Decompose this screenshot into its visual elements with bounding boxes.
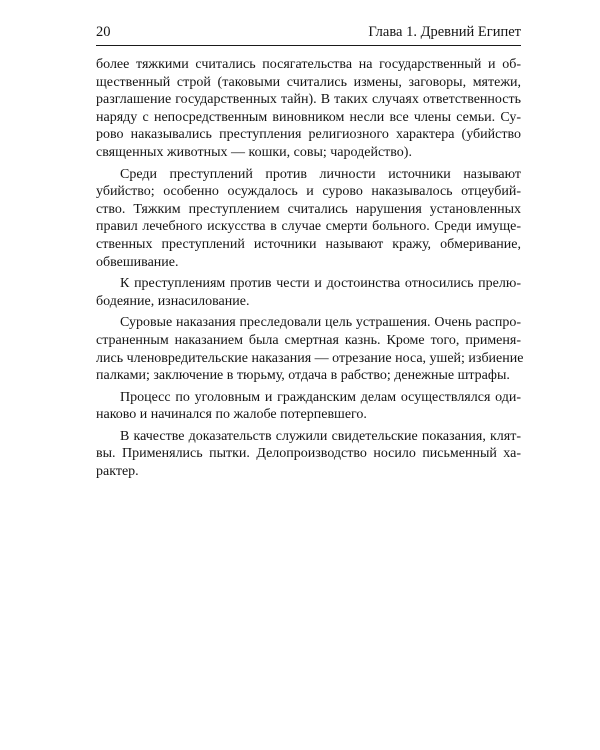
page-header <box>96 21 521 43</box>
paragraph <box>96 166 521 272</box>
text-line: священных животных — кошки, совы; чародейство). <box>96 144 412 160</box>
header-rule <box>96 45 521 46</box>
text-line: К преступлениям против чести и достоинства относились прелю- <box>120 276 521 292</box>
text-line: страненным наказанием была смертная казнь. Кроме того, применя- <box>96 332 521 348</box>
text-line: лись членовредительские наказания — отрезание носа, ушей; избиение <box>96 350 524 366</box>
body-text <box>96 56 524 485</box>
text-line: ственных преступлений источники называют кражу, обмеривание, <box>96 236 521 252</box>
text-line: Процесс по уголовным и гражданским делам осуществлялся оди- <box>120 389 521 405</box>
page-number: 20 <box>96 24 111 40</box>
text-line: ство. Тяжким преступлением считались нарушения установленных <box>96 201 521 217</box>
text-line: Суровые наказания преследовали цель устрашения. Очень распро- <box>120 315 521 331</box>
paragraph <box>96 275 521 310</box>
text-line: убийство; особенно осуждалось и сурово наказывалось отцеубий- <box>96 184 521 200</box>
text-line: рактер. <box>96 464 139 480</box>
paragraph <box>96 428 521 481</box>
text-line: рово наказывались преступления религиозного характера (убийство <box>96 127 521 143</box>
text-line: разглашение государственных тайн). В таких случаях ответственность <box>96 92 521 108</box>
text-line: вы. Применялись пытки. Делопроизводство носило письменный ха- <box>96 446 521 462</box>
text-line: правил лечебного искусства в случае смерти больного. Среди имуще- <box>96 219 521 235</box>
text-line: более тяжкими считались посягательства на государственный и об- <box>96 57 521 72</box>
text-line: наряду с непосредственным виновником несли все члены семьи. Су- <box>96 109 521 125</box>
paragraph <box>96 56 521 162</box>
text-line: палками; заключение в тюрьму, отдача в рабство; денежные штрафы. <box>96 368 510 384</box>
text-line: В качестве доказательств служили свидетельские показания, клят- <box>120 428 521 444</box>
text-line: Среди преступлений против личности источники называют <box>120 166 521 182</box>
paragraph <box>96 314 524 384</box>
text-line: бодеяние, изнасилование. <box>96 293 250 309</box>
paragraph <box>96 389 521 424</box>
text-line: щественный строй (таковыми считались измены, заговоры, мятежи, <box>96 74 521 90</box>
running-title: Глава 1. Древний Египет <box>368 24 521 40</box>
text-line: наково и начинался по жалобе потерпевшего. <box>96 407 367 423</box>
text-line: обвешивание. <box>96 254 179 270</box>
